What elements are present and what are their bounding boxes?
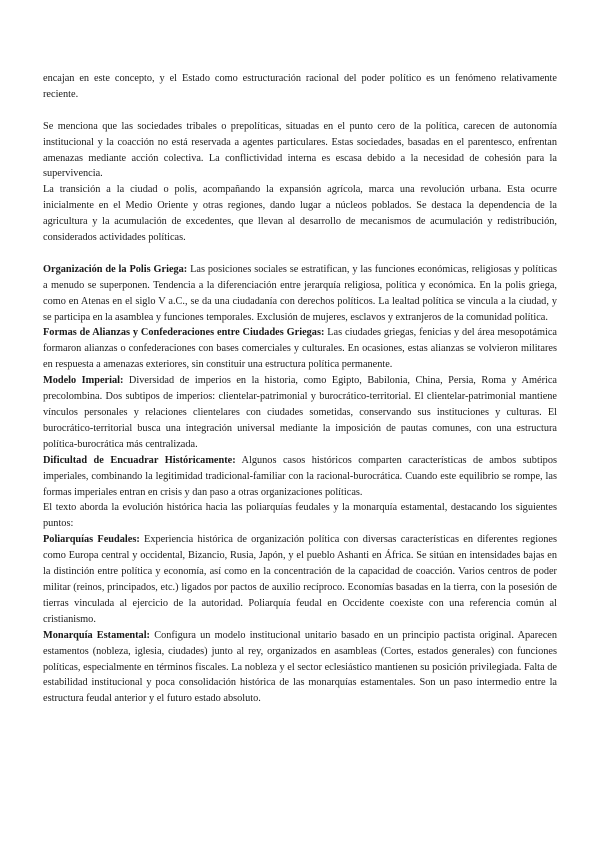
polis-heading: Organización de la Polis Griega: [43, 263, 188, 275]
tribal-paragraph: Se menciona que las sociedades tribales o prepolíticas, situadas en el punto cero de la política, carecen de autonomía institucional y la coacción no está reservada a agentes particulares. Estas sociedades, basadas en el parentesco, enfrentan amenazas mediante acción colectiva. La conflictividad interna es escasa debido a la necesidad de cohesión para la supervivencia. [43, 120, 557, 180]
poliarquias-heading: Poliarquías Feudales: [43, 534, 140, 546]
intro-paragraph: encajan en este concepto, y el Estado como estructuración racional del poder político es un fenómeno relativamente reciente. [43, 73, 557, 100]
polis-section [43, 262, 557, 326]
imperial-heading: Modelo Imperial: [43, 375, 124, 387]
alianzas-section [43, 325, 557, 373]
imperial-text: Diversidad de imperios en la historia, como Egipto, Babilonia, China, Persia, Roma y América precolombina. Dos subtipos de imperios: clientelar-patrimonial y burocrático-territorial. El clientelar-patrimonial mantiene vínculos personales y relaciones clientelares con ciudades sometidas, conservando sus instituciones y culturas. El burocrático-territorial busca una integración universal mediante la imposición de pautas comunes, con una estructura política-burocrática más centralizada. [43, 375, 558, 450]
imperial-section [43, 373, 557, 453]
dificultad-text: Algunos casos históricos comparten características de ambos subtipos imperiales, combinando la legitimidad tradicional-familiar con la racional-burocrática. Cuando este equilibrio se rompe, las formas imperiales entran en crisis y dan paso a otras organizaciones políticas. [43, 454, 557, 498]
transition-paragraph: La transición a la ciudad o polis, acompañando la expansión agrícola, marca una revolución urbana. Esta ocurre inicialmente en el Medio Oriente y otras regiones, dando lugar a núcleos poblados. Se destaca la dependencia de la agricultura y la acumulación de excedentes, que llevan al desarrollo de mecanismos de acumulación y redistribución, considerados actividades políticas. [43, 184, 557, 244]
alianzas-heading: Formas de Alianzas y Confederaciones entre Ciudades Griegas: [43, 327, 325, 339]
poliarquias-section [43, 532, 557, 627]
monarquia-text: Configura un modelo institucional unitario basado en un principio pactista original. Aparecen estamentos (nobleza, iglesia, ciudades) junto al rey, organizados en asambleas (Cortes, estados generales) con funciones políticas, especialmente en términos fiscales. La nobleza y el sector eclesiástico mantienen su posición privilegiada. Falta de estabilidad institucional y poca consolidación histórica de las monarquías estamentales. Son un paso intermedio entre la estructura feudal anterior y el futuro estado absoluto. [43, 629, 558, 705]
monarquia-heading: Monarquía Estamental: [43, 629, 150, 641]
evolucion-paragraph: El texto aborda la evolución histórica hacia las poliarquías feudales y la monarquía estamental, destacando los siguientes puntos: [43, 502, 557, 530]
alianzas-text: Las ciudades griegas, fenicias y del área mesopotámica formaron alianzas o confederaciones con bases comerciales y culturales. En ocasiones, estas alianzas se volvieron militares en respuesta a amenazas exteriores, sin constituir una estructura política permanente. [43, 327, 558, 371]
monarquia-section [43, 628, 557, 708]
dificultad-section [43, 453, 557, 501]
polis-text: Las posiciones sociales se estratifican, y las funciones económicas, religiosas y políticas a menudo se superponen. Tendencia a la diferenciación entre jerarquía religiosa, política y económica. En la polis griega, como en Atenas en el siglo V a.C., se da una ciudadanía con derechos políticos. La lealtad política se vincula a la ciudad, y se participa en la asamblea y funciones temporales. Exclusión de mujeres, esclavos y extranjeros de la comunidad política. [43, 263, 557, 323]
dificultad-heading: Dificultad de Encuadrar Históricamente: [43, 454, 236, 466]
document-page [43, 71, 557, 707]
poliarquias-text: Experiencia histórica de organización política con diversas características en diferentes regiones como Europa central y occidental, Bizancio, Rusia, Japón, y el pueblo Ashanti en África. Se sitúan en intensidades bajas en la distinción entre política y economía, así como en la concentración de la capacidad de coacción. Varios centros de poder militar (reinos, principados, etc.) ligados por pactos de auxilio recíproco. Economías basadas en la tierra, con la posesión de tierras vinculada al ejercicio de la autoridad. Poliarquía feudal en Occidente coexiste con una referencia común al cristianismo. [43, 534, 557, 625]
